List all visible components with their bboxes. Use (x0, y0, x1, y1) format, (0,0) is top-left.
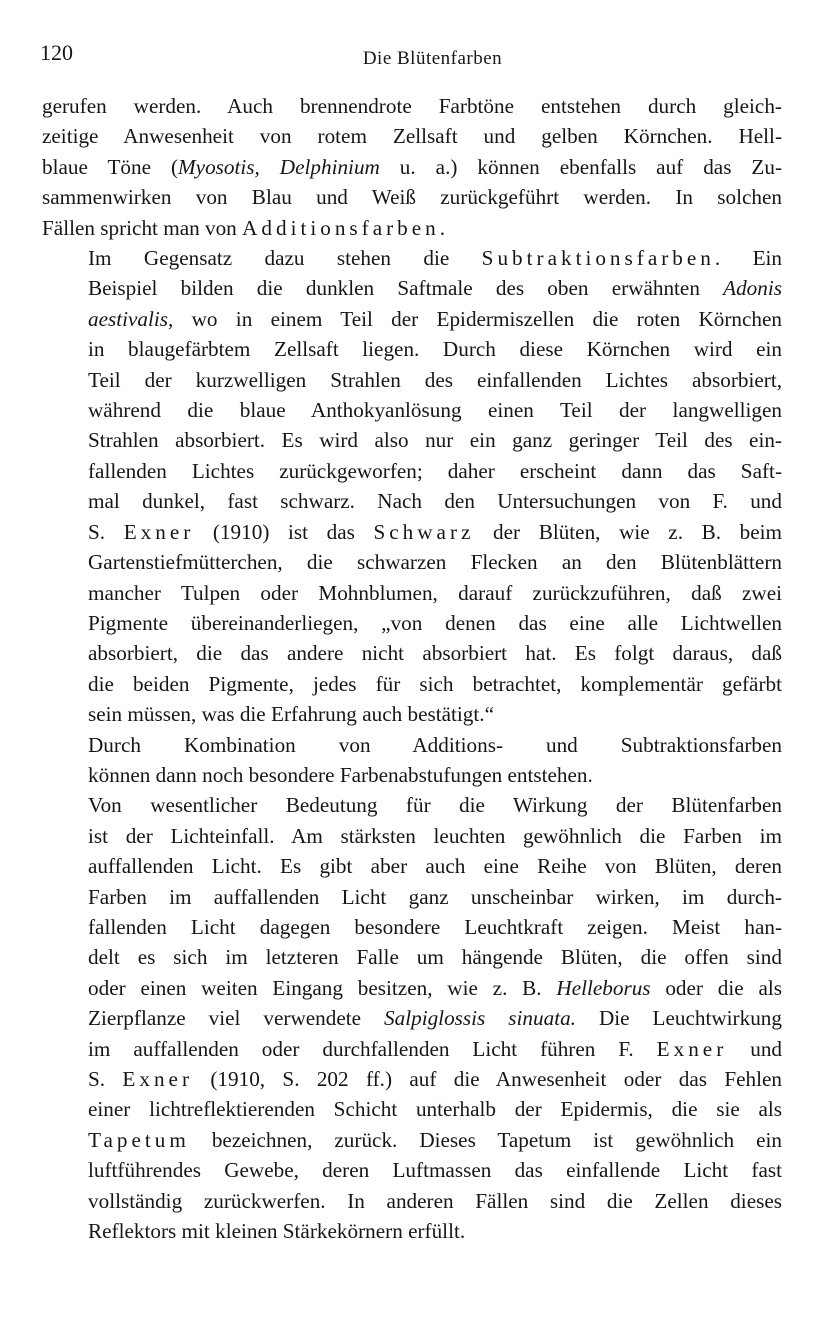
text-line (42, 1155, 782, 1185)
text-segment: oder die als (650, 975, 782, 1000)
text-line (42, 334, 782, 364)
text-segment: Pigmente übereinanderliegen, „von denen das eine alle Lichtwellen (88, 610, 782, 635)
text-segment: Zierpflanze viel verwendete (88, 1006, 385, 1031)
text-segment: die beiden Pigmente, jedes für sich betrachtet, komplementär gefärbt (88, 671, 782, 696)
text-segment: wo in einem Teil der Epidermiszellen die roten Körnchen (173, 306, 782, 331)
spaced-emphasis: Exner (122, 1067, 194, 1091)
italic-term: Myosotis, Delphinium (178, 154, 380, 179)
text-segment: sammenwirken von Blau und Weiß zurückgeführt werden. In solchen (42, 185, 782, 210)
text-segment: delt es sich im letzteren Falle um hängende Blüten, die offen sind (88, 945, 782, 970)
text-segment: während die blaue Anthokyanlösung einen Teil der langwelligen (88, 398, 782, 423)
text-segment: (1910, S. 202 ff.) auf die Anwesenheit oder das Fehlen (193, 1067, 782, 1091)
text-line (42, 942, 782, 972)
text-segment: Teil der kurzwelligen Strahlen des einfallenden Lichtes absorbiert, (88, 367, 782, 392)
text-segment: fallenden Licht dagegen besondere Leuchtkraft zeigen. Meist han- (88, 914, 782, 939)
text-line (42, 456, 782, 486)
text-line (42, 578, 782, 608)
italic-term: Salpiglossis sinuata. (384, 1006, 576, 1031)
text-line (42, 730, 782, 760)
text-segment: in blaugefärbtem Zellsaft liegen. Durch diese Körnchen wird ein (88, 337, 782, 362)
text-line (42, 547, 782, 577)
text-line (42, 121, 782, 151)
text-segment: S. (88, 1067, 123, 1091)
text-segment: Im Gegensatz dazu stehen die (88, 246, 482, 271)
text-segment: . Ein (714, 246, 782, 271)
body-text (42, 91, 782, 1246)
text-line (42, 243, 782, 273)
text-segment: (1910) ist das (194, 519, 374, 544)
text-segment: oder einen weiten Eingang besitzen, wie z. B. (88, 975, 557, 1000)
text-segment: vollständig zurückwerfen. In anderen Fällen sind die Zellen dieses (88, 1188, 782, 1213)
text-line (42, 182, 782, 212)
text-line (42, 760, 782, 790)
text-segment: zeitige Anwesenheit von rotem Zellsaft und gelben Körnchen. Hell- (42, 124, 782, 149)
text-line (42, 1064, 782, 1094)
text-line (42, 1034, 782, 1064)
paragraph (42, 91, 782, 243)
text-segment: der Blüten, wie z. B. beim (474, 519, 782, 544)
italic-term: Adonis (723, 276, 782, 301)
text-segment: absorbiert, die das andere nicht absorbiert hat. Es folgt daraus, daß (88, 641, 782, 666)
running-title: Die Blütenfarben (362, 48, 503, 69)
text-segment: sein müssen, was die Erfahrung auch bestätigt.“ (88, 702, 494, 727)
text-segment: Reflektors mit kleinen Stärkekörnern erfüllt. (88, 1219, 466, 1244)
text-segment: blaue Töne ( (42, 154, 179, 179)
text-segment: luftführendes Gewebe, deren Luftmassen das einfallende Licht fast (88, 1158, 782, 1183)
paragraph (42, 730, 782, 791)
text-segment: Farben im auffallenden Licht ganz unscheinbar wirken, im durch- (88, 884, 782, 909)
text-segment: und (727, 1036, 783, 1061)
text-segment: Gartenstiefmütterchen, die schwarzen Flecken an den Blütenblättern (88, 550, 782, 575)
text-line (42, 486, 782, 516)
text-segment: mancher Tulpen oder Mohnblumen, darauf zurückzuführen, daß zwei (88, 580, 782, 605)
text-segment: bezeichnen, zurück. Dieses Tapetum ist gewöhnlich ein (189, 1127, 782, 1152)
text-segment: Beispiel bilden die dunklen Saftmale des oben erwähnten (88, 276, 724, 301)
page-number: 120 (40, 40, 73, 65)
text-segment: Von wesentlicher Bedeutung für die Wirkung der Blütenfarben (88, 793, 782, 818)
spaced-emphasis: Exner (123, 519, 195, 544)
italic-term: Helleborus (556, 975, 651, 1000)
text-line (42, 882, 782, 912)
text-segment: auffallenden Licht. Es gibt aber auch eine Reihe von Blüten, deren (88, 854, 782, 879)
text-segment: Die Leuchtwirkung (575, 1006, 782, 1031)
text-line (42, 1094, 782, 1124)
text-segment: mal dunkel, fast schwarz. Nach den Untersuchungen von F. und (88, 489, 782, 514)
text-segment: gerufen werden. Auch brennendrote Farbtöne entstehen durch gleich- (42, 94, 782, 118)
text-segment: im auffallenden oder durchfallenden Licht führen F. (88, 1036, 657, 1061)
text-line (42, 365, 782, 395)
text-line (42, 152, 782, 182)
text-segment: einer lichtreflektierenden Schicht unterhalb der Epidermis, die sie als (88, 1097, 782, 1122)
text-line (42, 638, 782, 668)
text-line (42, 425, 782, 455)
text-segment: fallenden Lichtes zurückgeworfen; daher erscheint dann das Saft- (88, 458, 782, 483)
text-segment: ist der Lichteinfall. Am stärksten leuchten gewöhnlich die Farben im (88, 823, 782, 848)
italic-term: aestivalis, (88, 306, 174, 331)
spaced-emphasis: Exner (656, 1036, 728, 1061)
text-line (42, 273, 782, 303)
text-segment: S. (88, 519, 124, 544)
text-line (42, 699, 782, 729)
paragraph (42, 790, 782, 1246)
text-segment: . (439, 215, 446, 240)
text-line (42, 790, 782, 820)
text-segment: Durch Kombination von Additions- und Subtraktionsfarben (88, 732, 782, 757)
text-line (42, 973, 782, 1003)
text-line (42, 1216, 782, 1246)
text-line (42, 213, 782, 243)
text-line (42, 821, 782, 851)
text-line (42, 395, 782, 425)
text-line (42, 1003, 782, 1033)
spaced-emphasis: Schwarz (373, 519, 475, 544)
text-line (42, 91, 782, 121)
text-line (42, 304, 782, 334)
spaced-emphasis: Subtraktionsfarben (481, 246, 715, 271)
text-segment: können dann noch besondere Farbenabstufungen entstehen. (88, 762, 593, 787)
text-line (42, 1186, 782, 1216)
paragraph (42, 243, 782, 730)
text-line (42, 851, 782, 881)
spaced-emphasis: Additionsfarben (242, 215, 440, 240)
text-segment: Fällen spricht man von (42, 215, 243, 240)
spaced-emphasis: Tapetum (88, 1127, 190, 1152)
text-segment: u. a.) können ebenfalls auf das Zu- (379, 154, 782, 179)
text-line (42, 669, 782, 699)
text-segment: Strahlen absorbiert. Es wird also nur ein ganz geringer Teil des ein- (88, 428, 782, 453)
text-line (42, 608, 782, 638)
text-line (42, 912, 782, 942)
page-header (40, 40, 785, 70)
text-line (42, 517, 782, 547)
text-line (42, 1125, 782, 1155)
